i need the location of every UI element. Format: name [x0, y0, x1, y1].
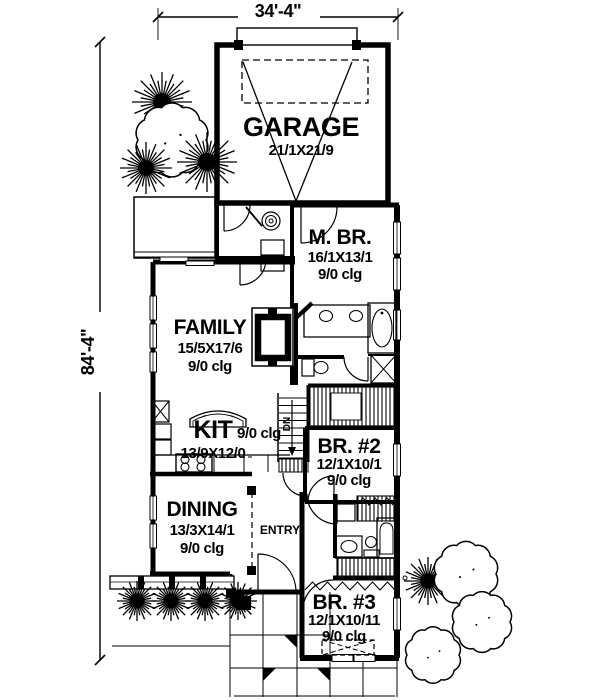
room-label-kitchen: KIT: [193, 416, 233, 444]
tree-icon: [406, 627, 461, 684]
room-size-bedroom-3: 12/1X10/11: [308, 612, 380, 629]
shower-icon: [371, 355, 396, 383]
vanity-sink-icon: [336, 536, 362, 557]
room-label-family: FAMILY: [173, 316, 247, 339]
room-size-garage: 21/1X21/9: [268, 142, 334, 159]
bush-icon: [177, 132, 237, 192]
room-ceiling-family: 9/0 clg: [188, 358, 232, 375]
stairs-dn-label: DN: [282, 416, 293, 432]
room-size-dining: 13/3X14/1: [169, 522, 235, 539]
room-ceiling-bedroom-2: 9/0 clg: [327, 472, 371, 489]
room-label-garage: GARAGE: [242, 112, 360, 142]
room-size-bedroom-2: 12/1X10/1: [316, 456, 382, 473]
room-label-master-bedroom: M. BR.: [308, 226, 372, 249]
toilet-icon: [302, 359, 328, 376]
patio: [134, 197, 215, 258]
room-label-bedroom-2: BR. #2: [317, 435, 381, 458]
room-size-master-bedroom: 16/1X13/1: [307, 249, 373, 266]
tub-icon: [377, 518, 396, 558]
fireplace: [252, 308, 293, 366]
room-ceiling-bedroom-3: 9/0 clg: [322, 628, 366, 645]
tub-icon: [368, 303, 396, 353]
room-ceiling-master-bedroom: 9/0 clg: [318, 266, 362, 283]
room-ceiling-dining: 9/0 clg: [180, 540, 224, 557]
entry-label: ENTRY: [259, 523, 301, 537]
room-size-kitchen: 13/9X12/0: [180, 445, 246, 462]
room-size-family: 15/5X17/6: [177, 340, 243, 357]
tree-icon: [452, 592, 511, 653]
width-dimension-label: 34'-4": [254, 1, 302, 21]
bush-icon: [120, 142, 172, 194]
room-label-dining: DINING: [166, 498, 238, 521]
dining-window-box: [110, 576, 234, 589]
water-heater-icon: [262, 212, 280, 230]
room-ceiling-kitchen: 9/0 clg: [237, 425, 281, 442]
room-label-bedroom-3: BR. #3: [312, 591, 376, 614]
height-dimension-label: 84'-4": [78, 328, 98, 376]
bush-icon: [219, 582, 257, 620]
